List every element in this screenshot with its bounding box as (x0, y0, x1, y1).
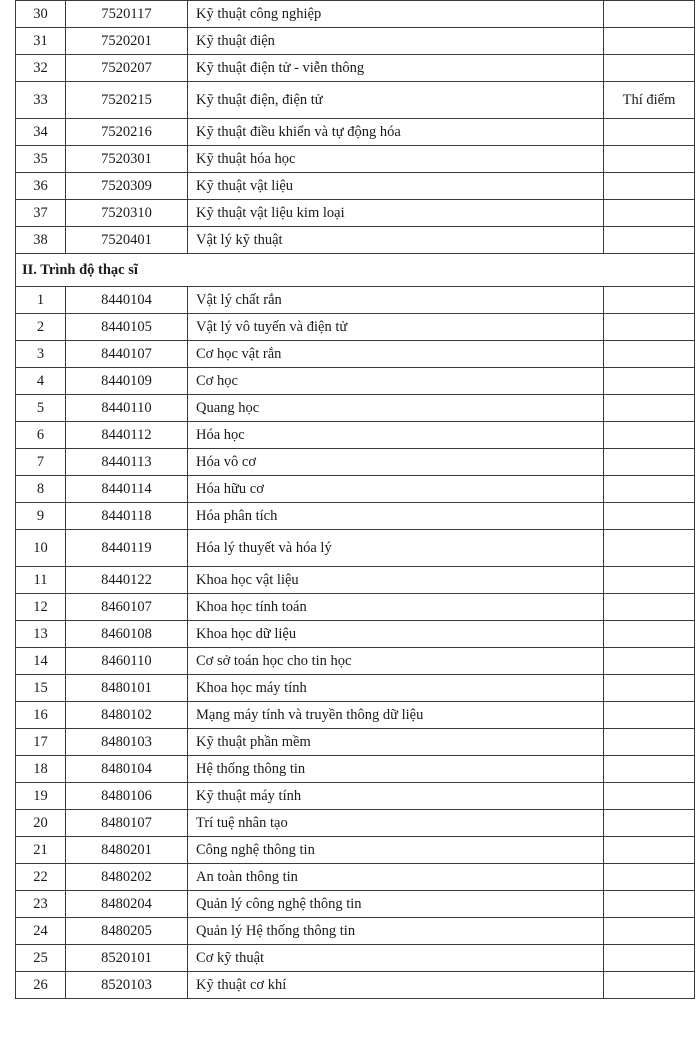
program-note (604, 287, 695, 314)
table-row (16, 621, 695, 648)
row-number: 18 (16, 756, 66, 783)
table-row (16, 972, 695, 999)
table-row (16, 1, 695, 28)
program-name: Kỹ thuật cơ khí (188, 972, 604, 999)
program-name: Cơ học (188, 368, 604, 395)
program-code: 7520207 (66, 55, 188, 82)
section-heading-row (16, 254, 695, 287)
table-row (16, 594, 695, 621)
row-number: 1 (16, 287, 66, 314)
program-name: Hệ thống thông tin (188, 756, 604, 783)
program-code: 8520103 (66, 972, 188, 999)
table-row (16, 891, 695, 918)
program-code: 7520309 (66, 173, 188, 200)
program-note (604, 314, 695, 341)
program-name: Khoa học máy tính (188, 675, 604, 702)
program-name: Kỹ thuật phần mềm (188, 729, 604, 756)
program-code: 8440104 (66, 287, 188, 314)
table-row (16, 918, 695, 945)
row-number: 21 (16, 837, 66, 864)
row-number: 38 (16, 227, 66, 254)
table-row (16, 55, 695, 82)
row-number: 5 (16, 395, 66, 422)
program-note (604, 864, 695, 891)
program-code: 8440105 (66, 314, 188, 341)
program-code: 8440119 (66, 530, 188, 567)
row-number: 32 (16, 55, 66, 82)
program-note (604, 837, 695, 864)
table-row (16, 476, 695, 503)
table-row (16, 729, 695, 756)
program-note (604, 173, 695, 200)
table-row (16, 341, 695, 368)
program-note (604, 449, 695, 476)
program-note (604, 972, 695, 999)
row-number: 14 (16, 648, 66, 675)
table-row (16, 368, 695, 395)
program-code: 8480101 (66, 675, 188, 702)
program-code: 7520117 (66, 1, 188, 28)
program-name: Kỹ thuật máy tính (188, 783, 604, 810)
program-note (604, 621, 695, 648)
program-name: Vật lý kỹ thuật (188, 227, 604, 254)
table-row (16, 173, 695, 200)
row-number: 23 (16, 891, 66, 918)
program-note (604, 675, 695, 702)
program-note (604, 783, 695, 810)
row-number: 31 (16, 28, 66, 55)
program-name: Công nghệ thông tin (188, 837, 604, 864)
program-name: Kỹ thuật điều khiển và tự động hóa (188, 119, 604, 146)
program-note (604, 530, 695, 567)
program-note (604, 119, 695, 146)
program-name: Mạng máy tính và truyền thông dữ liệu (188, 702, 604, 729)
program-note (604, 55, 695, 82)
row-number: 7 (16, 449, 66, 476)
table-row (16, 810, 695, 837)
row-number: 16 (16, 702, 66, 729)
program-note (604, 648, 695, 675)
row-number: 8 (16, 476, 66, 503)
program-name: Quang học (188, 395, 604, 422)
program-note (604, 918, 695, 945)
table-row (16, 395, 695, 422)
program-code: 8440112 (66, 422, 188, 449)
table-row (16, 422, 695, 449)
row-number: 22 (16, 864, 66, 891)
program-name: Hóa vô cơ (188, 449, 604, 476)
program-note (604, 810, 695, 837)
program-note (604, 567, 695, 594)
table-row (16, 530, 695, 567)
program-name: Kỹ thuật điện (188, 28, 604, 55)
program-name: Kỹ thuật điện tử - viễn thông (188, 55, 604, 82)
program-code: 8480205 (66, 918, 188, 945)
program-code: 8480202 (66, 864, 188, 891)
program-code: 8440107 (66, 341, 188, 368)
table-row (16, 82, 695, 119)
program-name: Kỹ thuật công nghiệp (188, 1, 604, 28)
table-row (16, 783, 695, 810)
program-note (604, 341, 695, 368)
program-note (604, 227, 695, 254)
row-number: 9 (16, 503, 66, 530)
program-note (604, 395, 695, 422)
program-name: Kỹ thuật vật liệu (188, 173, 604, 200)
table-row (16, 119, 695, 146)
row-number: 11 (16, 567, 66, 594)
table-row (16, 675, 695, 702)
program-code: 8440122 (66, 567, 188, 594)
program-code: 8480204 (66, 891, 188, 918)
row-number: 17 (16, 729, 66, 756)
program-name: Vật lý chất rắn (188, 287, 604, 314)
table-row (16, 28, 695, 55)
program-code: 8440113 (66, 449, 188, 476)
table-row (16, 702, 695, 729)
program-name: Hóa học (188, 422, 604, 449)
program-code: 7520401 (66, 227, 188, 254)
row-number: 12 (16, 594, 66, 621)
program-name: Cơ kỹ thuật (188, 945, 604, 972)
program-name: Hóa lý thuyết và hóa lý (188, 530, 604, 567)
section-heading: II. Trình độ thạc sĩ (16, 254, 695, 287)
row-number: 20 (16, 810, 66, 837)
program-name: Vật lý vô tuyến và điện tử (188, 314, 604, 341)
program-code: 8440110 (66, 395, 188, 422)
row-number: 24 (16, 918, 66, 945)
program-note (604, 702, 695, 729)
program-name: Cơ học vật rắn (188, 341, 604, 368)
program-code: 7520301 (66, 146, 188, 173)
program-note (604, 28, 695, 55)
program-name: Khoa học tính toán (188, 594, 604, 621)
row-number: 4 (16, 368, 66, 395)
program-name: Trí tuệ nhân tạo (188, 810, 604, 837)
row-number: 37 (16, 200, 66, 227)
table-row (16, 146, 695, 173)
program-code: 7520215 (66, 82, 188, 119)
program-code: 8520101 (66, 945, 188, 972)
program-code: 7520310 (66, 200, 188, 227)
program-note (604, 422, 695, 449)
table-row (16, 864, 695, 891)
program-note (604, 945, 695, 972)
table-row (16, 503, 695, 530)
program-note (604, 146, 695, 173)
row-number: 25 (16, 945, 66, 972)
program-note (604, 368, 695, 395)
table-row (16, 314, 695, 341)
program-code: 7520201 (66, 28, 188, 55)
program-name: Kỹ thuật hóa học (188, 146, 604, 173)
row-number: 26 (16, 972, 66, 999)
table-row (16, 756, 695, 783)
program-name: Kỹ thuật vật liệu kim loại (188, 200, 604, 227)
programs-table (15, 0, 695, 999)
program-name: Hóa hữu cơ (188, 476, 604, 503)
program-code: 8480102 (66, 702, 188, 729)
program-note: Thí điểm (604, 82, 695, 119)
program-code: 8440109 (66, 368, 188, 395)
program-note (604, 200, 695, 227)
program-note (604, 503, 695, 530)
row-number: 30 (16, 1, 66, 28)
program-code: 7520216 (66, 119, 188, 146)
program-note (604, 729, 695, 756)
program-note (604, 891, 695, 918)
program-code: 8440114 (66, 476, 188, 503)
program-note (604, 1, 695, 28)
row-number: 15 (16, 675, 66, 702)
program-name: Quản lý công nghệ thông tin (188, 891, 604, 918)
row-number: 36 (16, 173, 66, 200)
table-row (16, 648, 695, 675)
row-number: 10 (16, 530, 66, 567)
table-row (16, 287, 695, 314)
row-number: 33 (16, 82, 66, 119)
row-number: 13 (16, 621, 66, 648)
row-number: 2 (16, 314, 66, 341)
program-name: Khoa học vật liệu (188, 567, 604, 594)
table-row (16, 567, 695, 594)
program-note (604, 594, 695, 621)
table-row (16, 837, 695, 864)
row-number: 6 (16, 422, 66, 449)
table-row (16, 945, 695, 972)
table-row (16, 200, 695, 227)
program-name: An toàn thông tin (188, 864, 604, 891)
table-row (16, 227, 695, 254)
program-code: 8480104 (66, 756, 188, 783)
row-number: 35 (16, 146, 66, 173)
program-code: 8480103 (66, 729, 188, 756)
program-note (604, 756, 695, 783)
program-code: 8480107 (66, 810, 188, 837)
program-code: 8480106 (66, 783, 188, 810)
program-name: Kỹ thuật điện, điện tử (188, 82, 604, 119)
program-name: Hóa phân tích (188, 503, 604, 530)
program-note (604, 476, 695, 503)
row-number: 3 (16, 341, 66, 368)
program-name: Cơ sở toán học cho tin học (188, 648, 604, 675)
table-row (16, 449, 695, 476)
programs-table-body (16, 1, 695, 999)
program-code: 8440118 (66, 503, 188, 530)
row-number: 19 (16, 783, 66, 810)
program-code: 8460110 (66, 648, 188, 675)
program-code: 8460107 (66, 594, 188, 621)
row-number: 34 (16, 119, 66, 146)
program-code: 8460108 (66, 621, 188, 648)
program-name: Quản lý Hệ thống thông tin (188, 918, 604, 945)
program-code: 8480201 (66, 837, 188, 864)
program-name: Khoa học dữ liệu (188, 621, 604, 648)
